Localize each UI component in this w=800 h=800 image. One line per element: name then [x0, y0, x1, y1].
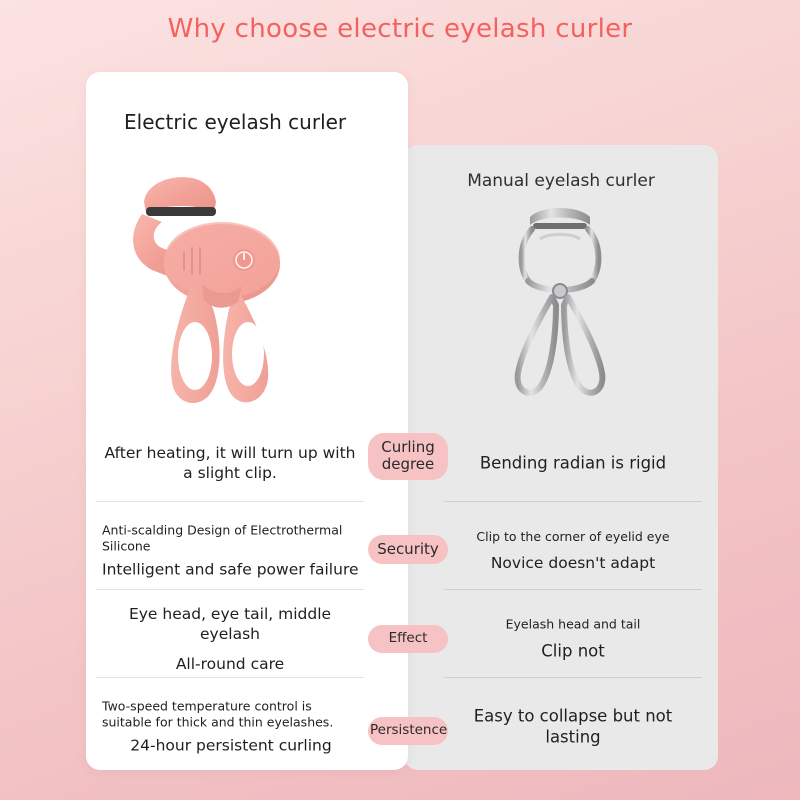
row-right-main: Novice doesn't adapt: [490, 553, 656, 572]
table-row: [0, 513, 800, 601]
row-right-main: Easy to collapse but not lasting: [473, 706, 673, 747]
row-badge: Persistence: [368, 717, 448, 745]
row-badge: Curling degree: [368, 433, 448, 480]
row-badge: Effect: [368, 625, 448, 653]
row-left-main: 24-hour persistent curling: [130, 736, 332, 755]
electric-eyelash-curler-icon: [118, 160, 348, 420]
row-right-main: Clip not: [541, 641, 605, 661]
manual-eyelash-curler-icon: [500, 195, 620, 410]
row-left-cell: [96, 601, 364, 678]
row-left-main: All-round care: [175, 655, 285, 674]
table-row: [0, 689, 800, 777]
row-left-cell: [96, 513, 364, 590]
row-left-sub: Anti-scalding Design of Electrothermal Silicone: [102, 522, 343, 553]
row-left-main: Intelligent and safe power failure: [102, 560, 359, 579]
row-right-cell: [444, 601, 702, 678]
row-left-cell: [96, 689, 364, 765]
page-title: Why choose electric eyelash curler: [167, 14, 633, 44]
table-row: [0, 425, 800, 513]
row-left-sub: Two-speed temperature control is suitable for thick and thin eyelashes.: [102, 698, 334, 729]
comparison-table: [0, 425, 800, 775]
row-left-cell: [96, 425, 364, 502]
row-right-sub: Clip to the corner of eyelid eye: [476, 529, 670, 545]
manual-panel-title: Manual eyelash curler: [467, 171, 655, 191]
row-badge: Security: [368, 535, 448, 564]
row-right-main: Bending radian is rigid: [479, 453, 667, 473]
row-right-cell: [444, 513, 702, 590]
row-right-sub: Eyelash head and tail: [505, 616, 641, 632]
row-right-cell: [444, 689, 702, 765]
table-row: [0, 601, 800, 689]
row-right-cell: [444, 425, 702, 502]
electric-panel-title: Electric eyelash curler: [124, 110, 347, 134]
row-left-main: After heating, it will turn up with a slight clip.: [104, 443, 356, 482]
row-left-sub: Eye head, eye tail, middle eyelash: [128, 604, 332, 643]
